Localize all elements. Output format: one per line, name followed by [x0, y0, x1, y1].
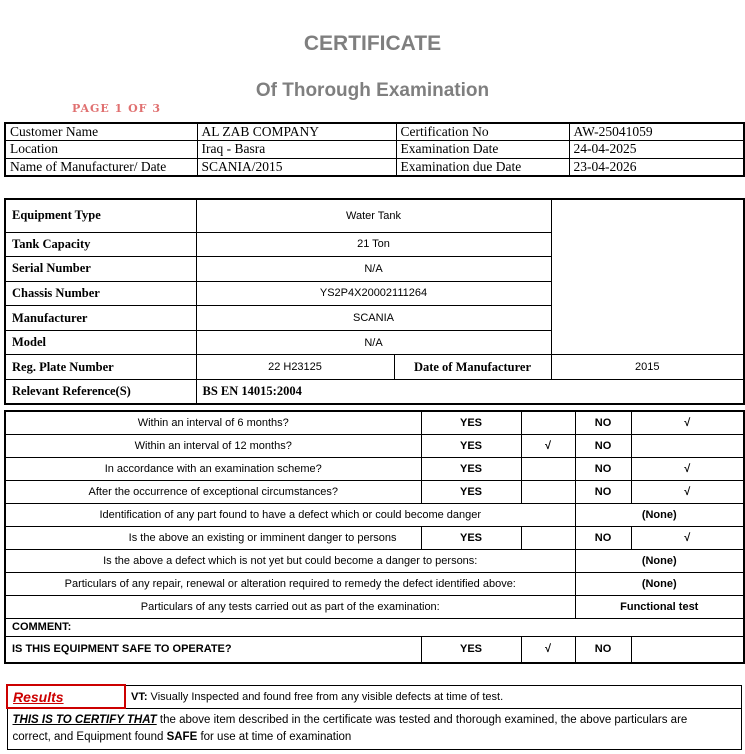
equipment-row	[5, 380, 744, 405]
safe-to-operate-row	[5, 636, 744, 663]
yes-check-cell	[521, 457, 575, 480]
certify-row	[7, 708, 741, 750]
no-label: NO	[575, 411, 631, 434]
examination-date-label: Examination Date	[396, 141, 569, 159]
equipment-type-label: Equipment Type	[5, 199, 196, 232]
question-row	[5, 480, 744, 503]
certification-no-label: Certification No	[396, 123, 569, 141]
yes-check-cell	[521, 411, 575, 434]
blank-cell	[551, 199, 744, 355]
vt-cell	[125, 685, 741, 708]
question-text: Particulars of any repair, renewal or alteration required to remedy the defect identified above:	[5, 572, 575, 595]
reg-plate-label: Reg. Plate Number	[5, 355, 196, 380]
answer-value: (None)	[575, 549, 744, 572]
yes-label: YES	[421, 526, 521, 549]
no-label: NO	[575, 480, 631, 503]
question-row	[5, 503, 744, 526]
header-table	[4, 122, 745, 177]
relevant-reference-value: BS EN 14015:2004	[196, 380, 744, 405]
no-check-mark: √	[631, 480, 744, 503]
equipment-row	[5, 355, 744, 380]
vt-text: Visually Inspected and found free from any visible defects at time of test.	[147, 690, 504, 703]
certify-text-2b: for use at time of examination	[197, 731, 352, 743]
page-stamp: PAGE 1 OF 3	[72, 102, 161, 115]
results-table	[6, 684, 742, 750]
model-value: N/A	[196, 330, 551, 355]
no-label: NO	[575, 636, 631, 663]
date-of-manufacturer-value: 2015	[551, 355, 744, 380]
question-row	[5, 434, 744, 457]
question-text: After the occurrence of exceptional circumstances?	[5, 480, 421, 503]
question-text: Is the above an existing or imminent danger to persons	[5, 526, 421, 549]
yes-label: YES	[421, 411, 521, 434]
reg-plate-value: 22 H23125	[196, 355, 394, 380]
question-row	[5, 526, 744, 549]
vt-prefix: VT:	[131, 690, 148, 703]
question-row	[5, 457, 744, 480]
answer-value: (None)	[575, 503, 744, 526]
equipment-table	[4, 198, 745, 405]
certification-no-value: AW-25041059	[569, 123, 744, 141]
manufacturer-date-value: SCANIA/2015	[197, 158, 396, 176]
certify-statement	[7, 708, 741, 750]
question-text: Is the above a defect which is not yet but could become a danger to persons:	[5, 549, 575, 572]
yes-check-cell	[521, 480, 575, 503]
no-check-cell	[631, 434, 744, 457]
certificate-subtitle: Of Thorough Examination	[255, 80, 490, 101]
tank-capacity-label: Tank Capacity	[5, 232, 196, 257]
certify-safe: SAFE	[166, 731, 198, 743]
tank-capacity-value: 21 Ton	[196, 232, 551, 257]
chassis-number-value: YS2P4X20002111264	[196, 281, 551, 306]
serial-number-value: N/A	[196, 257, 551, 282]
question-row	[5, 411, 744, 434]
yes-label: YES	[421, 636, 521, 663]
due-date-label: Examination due Date	[396, 158, 569, 176]
no-check-mark: √	[631, 526, 744, 549]
customer-name-value: AL ZAB COMPANY	[197, 123, 396, 141]
question-row	[5, 549, 744, 572]
question-text: Within an interval of 6 months?	[5, 411, 421, 434]
chassis-number-label: Chassis Number	[5, 281, 196, 306]
no-check-cell	[631, 636, 744, 663]
location-label: Location	[5, 141, 197, 159]
no-label: NO	[575, 457, 631, 480]
examination-questions-table	[4, 410, 745, 664]
yes-check-cell	[521, 526, 575, 549]
manufacturer-label: Manufacturer	[5, 306, 196, 331]
certify-prefix: THIS IS TO CERTIFY THAT	[12, 714, 157, 726]
safe-to-operate-label: IS THIS EQUIPMENT SAFE TO OPERATE?	[5, 636, 421, 663]
header-row	[5, 141, 744, 159]
yes-label: YES	[421, 480, 521, 503]
question-row	[5, 595, 744, 618]
question-text: In accordance with an examination scheme?	[5, 457, 421, 480]
certificate-title: CERTIFICATE	[303, 32, 442, 55]
results-label-cell	[7, 685, 125, 708]
comment-label: COMMENT:	[5, 618, 744, 636]
question-text: Within an interval of 12 months?	[5, 434, 421, 457]
yes-check-mark: √	[521, 636, 575, 663]
location-value: Iraq - Basra	[197, 141, 396, 159]
equipment-row	[5, 199, 744, 232]
question-text: Particulars of any tests carried out as part of the examination:	[5, 595, 575, 618]
manufacturer-value: SCANIA	[196, 306, 551, 331]
equipment-type-value: Water Tank	[196, 199, 551, 232]
answer-value: (None)	[575, 572, 744, 595]
yes-label: YES	[421, 434, 521, 457]
customer-name-label: Customer Name	[5, 123, 197, 141]
relevant-reference-label: Relevant Reference(S)	[5, 380, 196, 405]
no-check-mark: √	[631, 457, 744, 480]
examination-date-value: 24-04-2025	[569, 141, 744, 159]
certify-text-2a: correct, and Equipment found	[12, 731, 167, 743]
no-label: NO	[575, 434, 631, 457]
header-row	[5, 158, 744, 176]
certify-text-1: the above item described in the certificate was tested and thorough examined, the above particulars are	[156, 714, 688, 726]
question-text: Identification of any part found to have a defect which or could become danger	[5, 503, 575, 526]
header-row	[5, 123, 744, 141]
date-of-manufacturer-label: Date of Manufacturer	[394, 355, 551, 380]
no-label: NO	[575, 526, 631, 549]
serial-number-label: Serial Number	[5, 257, 196, 282]
results-label: Results	[13, 688, 64, 705]
manufacturer-date-label: Name of Manufacturer/ Date	[5, 158, 197, 176]
yes-check-mark: √	[521, 434, 575, 457]
comment-row	[5, 618, 744, 636]
due-date-value: 23-04-2026	[569, 158, 744, 176]
no-check-mark: √	[631, 411, 744, 434]
answer-value: Functional test	[575, 595, 744, 618]
results-row	[7, 685, 741, 708]
question-row	[5, 572, 744, 595]
yes-label: YES	[421, 457, 521, 480]
model-label: Model	[5, 330, 196, 355]
